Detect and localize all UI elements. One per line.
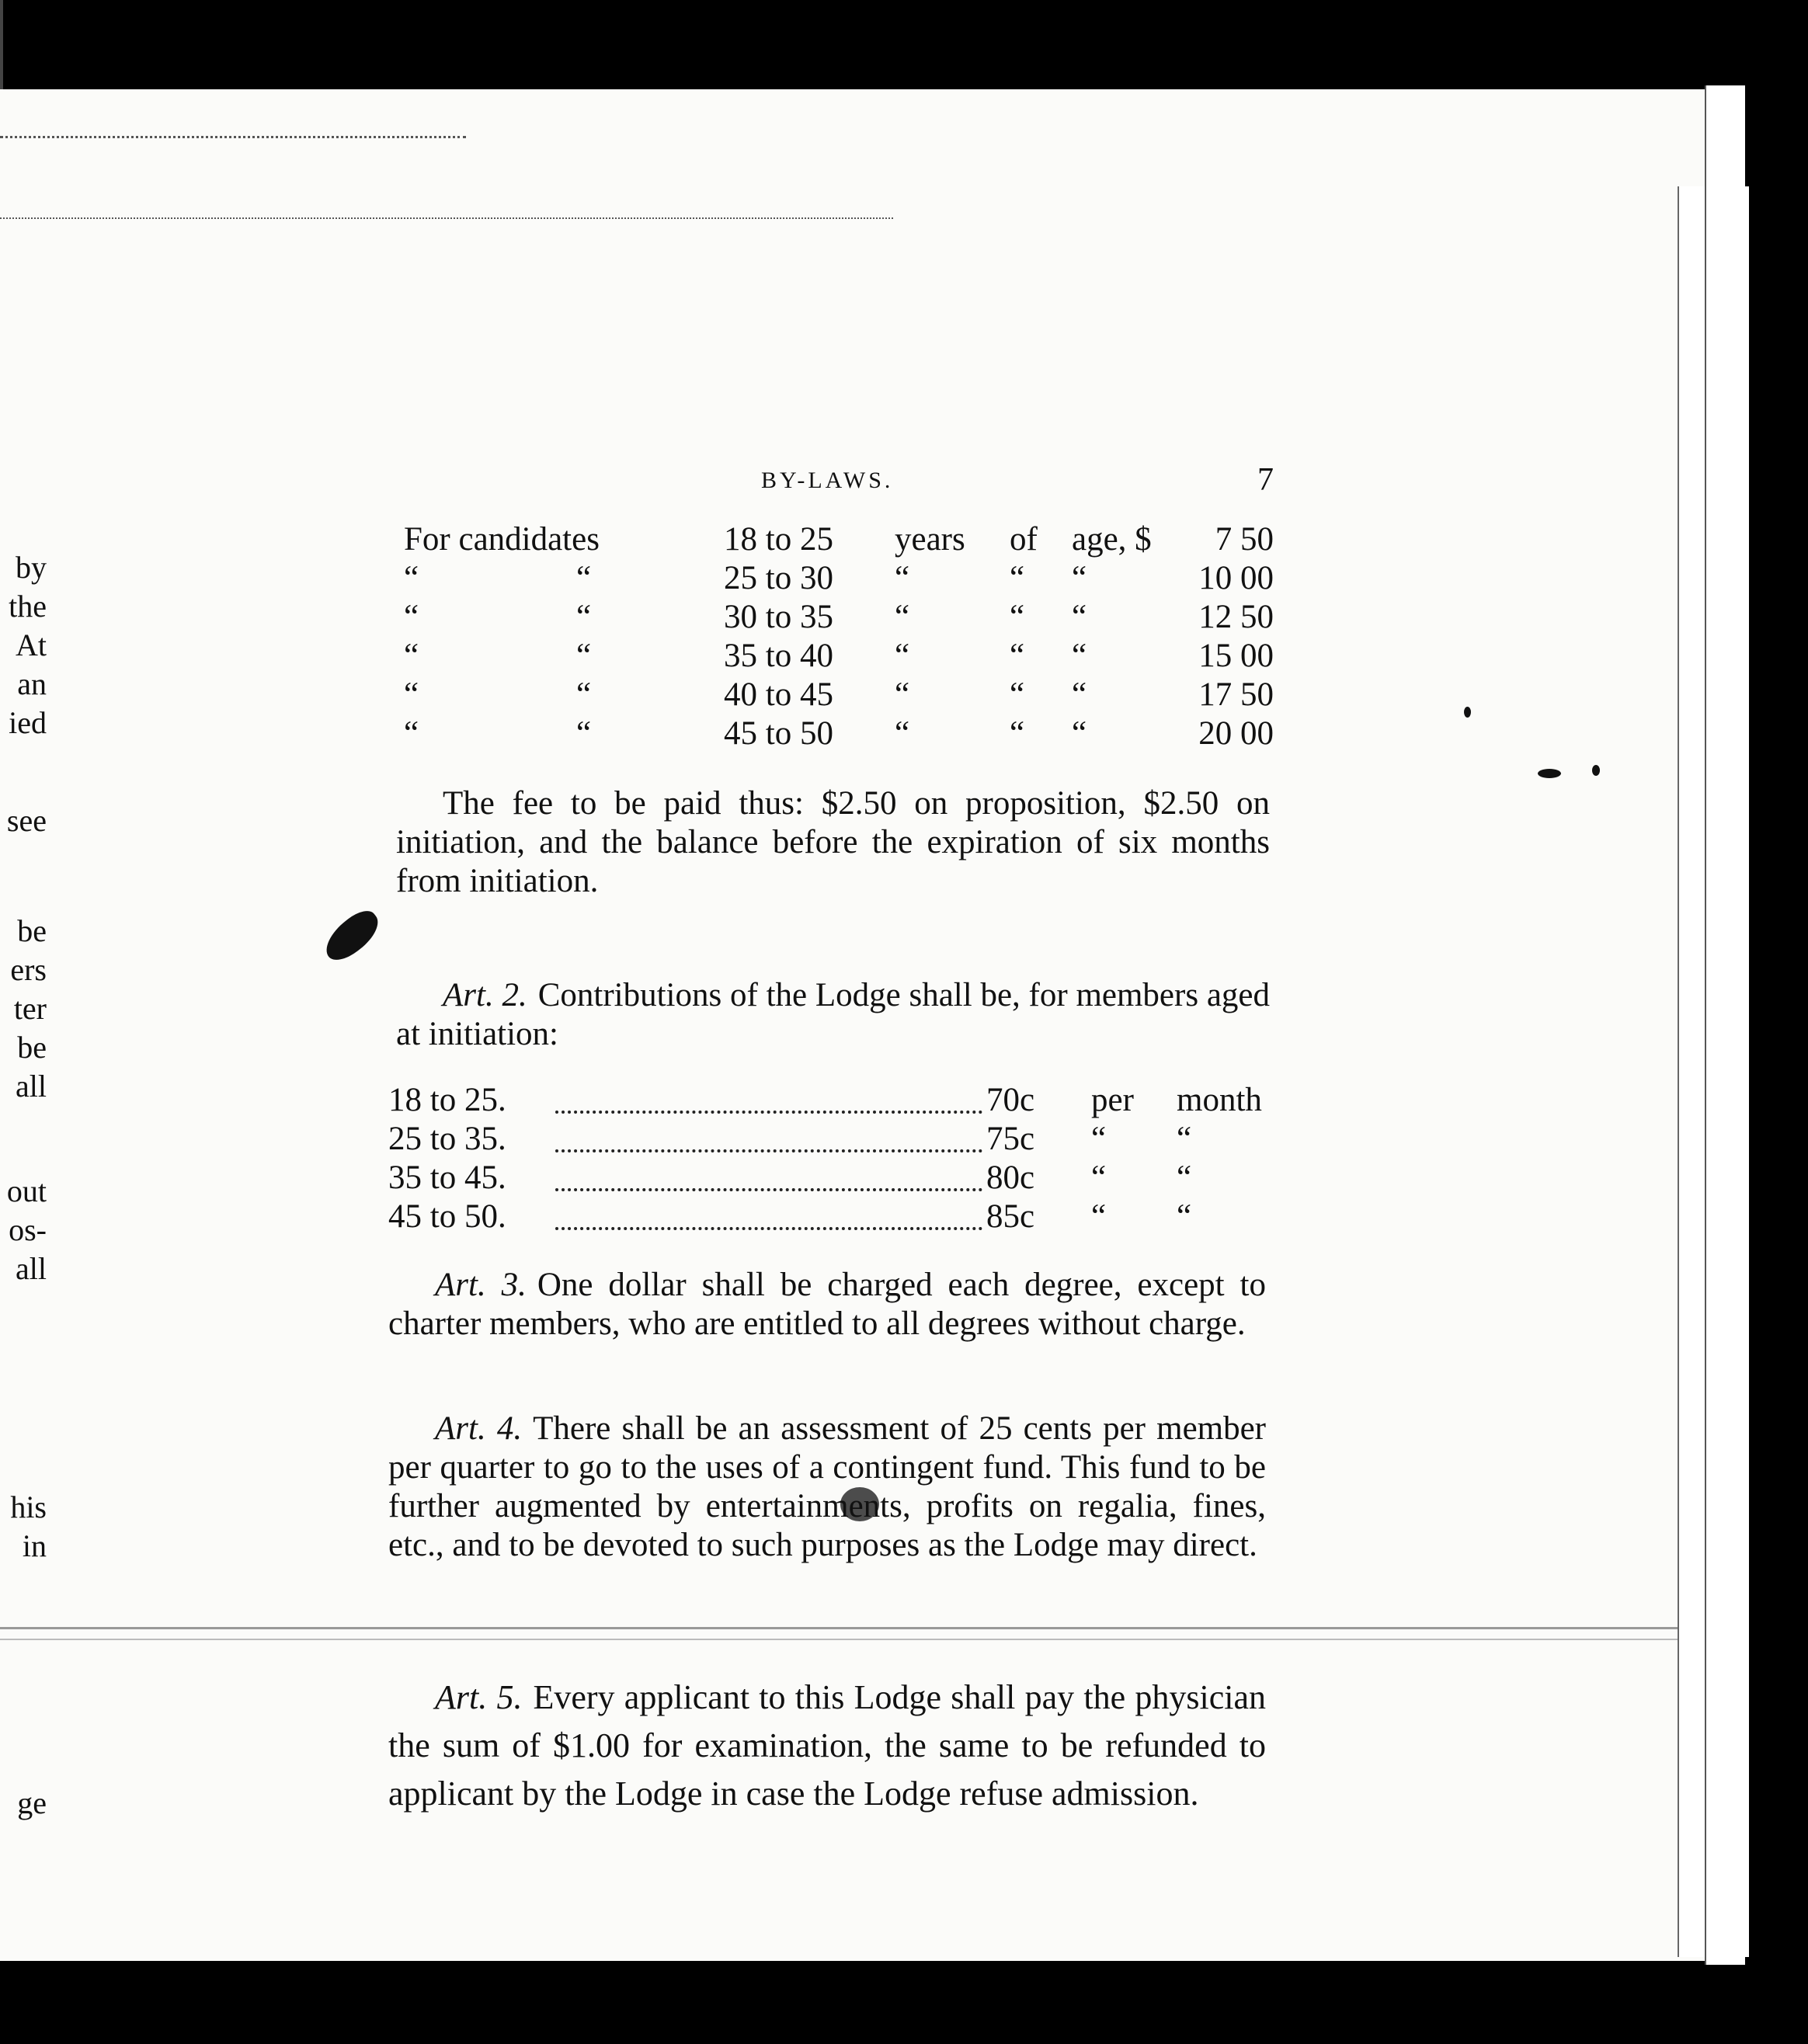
fee-cell-label-a: “ — [404, 599, 419, 635]
article-label: Art. 3. — [435, 1267, 527, 1303]
contribution-rate: 75c — [986, 1121, 1035, 1157]
fragment-text: see — [6, 803, 47, 838]
contribution-month: month — [1177, 1082, 1262, 1118]
fee-cell-label-b: “ — [576, 599, 592, 635]
fee-cell-age: “ — [1072, 599, 1087, 635]
contribution-range: 45 to 50. — [388, 1198, 506, 1235]
fee-cell-unit: “ — [895, 560, 910, 596]
contribution-per: “ — [1091, 1159, 1107, 1196]
contribution-month: “ — [1177, 1198, 1192, 1235]
page-number: 7 — [1257, 462, 1274, 498]
contribution-range: 18 to 25. — [388, 1082, 506, 1118]
fee-cell-of: “ — [1010, 638, 1025, 674]
fee-cell-of: “ — [1010, 599, 1025, 635]
dot-leader — [555, 1120, 982, 1152]
fragment-text: ers — [10, 952, 47, 987]
fee-payment-text: The fee to be paid thus: $2.50 on proposition, $2.50 on initiation, and the balance before the expiration of six months from initiation. — [396, 785, 1270, 899]
fee-cell-of: “ — [1010, 715, 1025, 752]
dotted-rule — [0, 136, 466, 138]
fragment-text: os- — [9, 1212, 47, 1247]
article-3 — [388, 1266, 1266, 1344]
fragment-text: be — [17, 1030, 47, 1065]
speck — [1592, 765, 1600, 776]
fold-line — [0, 1627, 1738, 1629]
fee-cell-amount: 12 50 — [1198, 599, 1274, 635]
speck — [1464, 707, 1471, 718]
fragment-text: an — [17, 666, 47, 701]
fee-cell-range: 35 to 40 — [724, 638, 833, 674]
fee-cell-unit: “ — [895, 676, 910, 713]
contribution-per: “ — [1091, 1121, 1107, 1157]
fee-cell-of: “ — [1010, 560, 1025, 596]
fee-cell-amount: 15 00 — [1198, 638, 1274, 674]
fee-cell-label-a: For candidates — [404, 521, 600, 558]
contribution-month: “ — [1177, 1121, 1192, 1157]
fee-cell-age: “ — [1072, 676, 1087, 713]
fold-line — [0, 1639, 1738, 1640]
contribution-row — [388, 1081, 1274, 1120]
article-text: Every applicant to this Lodge shall pay the physician the sum of $1.00 for examination, the same to be refunded to applicant by the Lodge in case the Lodge refuse admission. — [388, 1678, 1266, 1813]
fee-cell-range: 45 to 50 — [724, 715, 833, 752]
speck — [1538, 769, 1561, 778]
fee-cell-label-b: “ — [576, 676, 592, 713]
fee-cell-label-b: “ — [576, 560, 592, 596]
ink-blot — [318, 905, 386, 968]
contribution-per: per — [1091, 1082, 1134, 1118]
fee-row — [404, 520, 1274, 559]
article-4 — [388, 1410, 1266, 1565]
fee-cell-range: 40 to 45 — [724, 676, 833, 713]
initiation-fee-table — [404, 520, 1274, 753]
contribution-per: “ — [1091, 1198, 1107, 1235]
contribution-rate: 70c — [986, 1082, 1035, 1118]
fee-cell-label-a: “ — [404, 676, 419, 713]
running-title: BY-LAWS. — [761, 468, 894, 493]
fee-cell-unit: “ — [895, 599, 910, 635]
scanned-page — [0, 89, 1738, 1961]
fee-row — [404, 598, 1274, 637]
fee-cell-of: of — [1010, 521, 1038, 558]
fee-cell-amount: 20 00 — [1198, 715, 1274, 752]
fee-row — [404, 637, 1274, 676]
contribution-range: 35 to 45. — [388, 1159, 506, 1196]
dotted-rule — [0, 217, 893, 219]
dot-leader — [555, 1198, 982, 1230]
fee-cell-unit: years — [895, 521, 965, 558]
contribution-row — [388, 1159, 1274, 1198]
fee-row — [404, 714, 1274, 753]
fragment-text: in — [22, 1528, 47, 1563]
fragment-text: ter — [13, 991, 47, 1026]
fee-payment-paragraph — [396, 784, 1270, 901]
contribution-month: “ — [1177, 1159, 1192, 1196]
fee-cell-age: “ — [1072, 560, 1087, 596]
fragment-text: ied — [9, 705, 47, 740]
fee-cell-unit: “ — [895, 715, 910, 752]
underlying-sheet-edge — [1705, 85, 1745, 1965]
article-label: Art. 4. — [435, 1410, 523, 1447]
article-label: Art. 2. — [443, 977, 527, 1013]
article-text: There shall be an assessment of 25 cents per member per quarter to go to the uses of a contingent fund. This fund to be further augmented by entertainments, profits on regalia, fines, etc., and to be devoted to such purposes as the Lodge may direct. — [388, 1410, 1267, 1563]
fragment-text: be — [17, 913, 47, 948]
fragment-text: the — [9, 589, 47, 624]
fee-cell-label-b: “ — [576, 638, 592, 674]
fee-cell-label-a: “ — [404, 560, 419, 596]
fee-cell-of: “ — [1010, 676, 1025, 713]
article-text: Contributions of the Lodge shall be, for members aged at initiation: — [396, 977, 1271, 1052]
dot-leader — [555, 1159, 982, 1191]
fee-cell-unit: “ — [895, 638, 910, 674]
article-text: One dollar shall be charged each degree, except to charter members, who are entitled to all degrees without charge. — [388, 1267, 1266, 1342]
fee-cell-label-a: “ — [404, 638, 419, 674]
fragment-text: by — [16, 550, 47, 585]
fee-cell-range: 30 to 35 — [724, 599, 833, 635]
fee-row — [404, 676, 1274, 714]
fee-cell-label-b: “ — [576, 715, 592, 752]
article-label: Art. 5. — [435, 1678, 523, 1716]
contribution-row — [388, 1120, 1274, 1159]
fragment-text: his — [10, 1490, 47, 1524]
fee-cell-age: age, $ — [1072, 521, 1152, 558]
fee-cell-range: 18 to 25 — [724, 521, 833, 558]
fee-cell-amount: 7 50 — [1215, 521, 1274, 558]
fragment-text: ge — [17, 1785, 47, 1820]
fee-cell-age: “ — [1072, 715, 1087, 752]
contribution-rate: 80c — [986, 1159, 1035, 1196]
contribution-rate: 85c — [986, 1198, 1035, 1235]
fee-cell-age: “ — [1072, 638, 1087, 674]
fee-cell-amount: 10 00 — [1198, 560, 1274, 596]
contribution-range: 25 to 35. — [388, 1121, 506, 1157]
contribution-row — [388, 1198, 1274, 1236]
fragment-text: At — [16, 627, 47, 662]
fee-cell-label-a: “ — [404, 715, 419, 752]
dot-leader — [555, 1081, 982, 1114]
fragment-text: all — [16, 1069, 47, 1104]
fee-cell-range: 25 to 30 — [724, 560, 833, 596]
fee-cell-amount: 17 50 — [1198, 676, 1274, 713]
fee-row — [404, 559, 1274, 598]
article-2 — [396, 976, 1270, 1054]
contribution-table — [388, 1081, 1274, 1236]
article-5 — [388, 1674, 1266, 1818]
fragment-text: out — [6, 1173, 47, 1208]
fragment-text: all — [16, 1251, 47, 1286]
